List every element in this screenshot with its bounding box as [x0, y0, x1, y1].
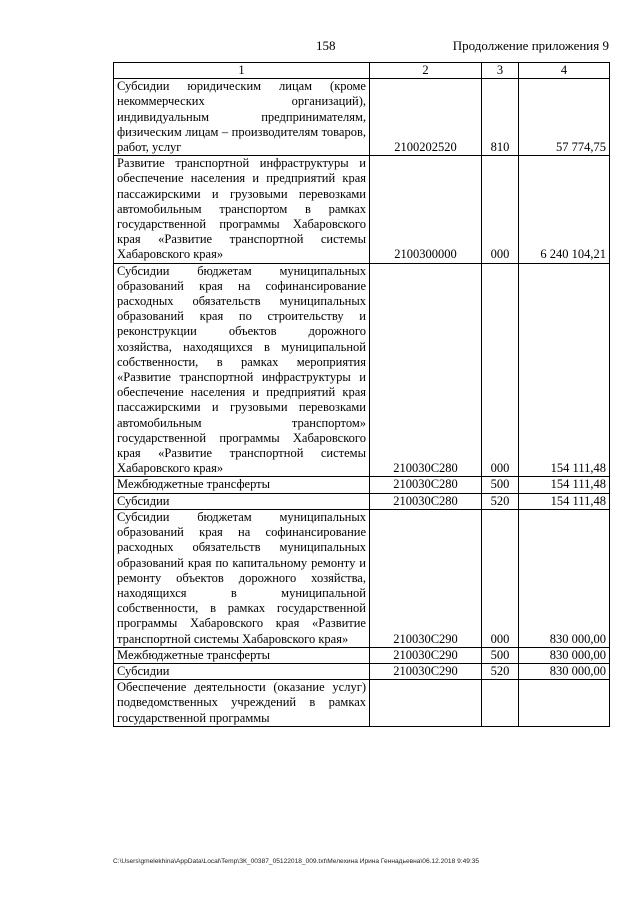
row-description: Межбюджетные трансферты	[114, 477, 370, 493]
column-number-3: 3	[482, 63, 519, 79]
row-amount: 830 000,00	[519, 509, 610, 647]
row-expense-kind: 000	[482, 156, 519, 263]
row-expense-kind: 810	[482, 79, 519, 156]
row-expense-kind: 000	[482, 509, 519, 647]
file-path-footer: C:\Users\gmelekhina\AppData\Local\Temp\ЗК_00387_05122018_009.txt\Мелехина Ирина Геннадьевна\06.12.2018 9:49:35	[113, 858, 480, 865]
row-amount: 830 000,00	[519, 663, 610, 679]
row-target-code: 210030С290	[370, 663, 482, 679]
row-target-code: 210030С290	[370, 509, 482, 647]
column-number-2: 2	[370, 63, 482, 79]
row-expense-kind: 520	[482, 493, 519, 509]
column-number-1: 1	[114, 63, 370, 79]
row-target-code: 210030С280	[370, 263, 482, 477]
page-number: 158	[316, 38, 336, 53]
appendix-continuation-title: Продолжение приложения 9	[452, 38, 609, 53]
table-row	[114, 493, 610, 509]
table-row	[114, 680, 610, 727]
row-target-code: 210030С280	[370, 493, 482, 509]
row-expense-kind: 520	[482, 663, 519, 679]
row-expense-kind: 000	[482, 263, 519, 477]
row-description: Развитие транспортной инфраструктуры и обеспечение населения и предприятий края пассажирскими и грузовыми перевозками автомобильным транспортом в рамках государственной программы Хабаровского края «Развитие транспортной системы Хабаровского края»	[114, 156, 370, 263]
column-number-row	[114, 63, 610, 79]
table-row	[114, 663, 610, 679]
row-amount: 154 111,48	[519, 493, 610, 509]
row-amount	[519, 680, 610, 727]
column-number-4: 4	[519, 63, 610, 79]
row-amount: 154 111,48	[519, 263, 610, 477]
row-amount: 830 000,00	[519, 647, 610, 663]
row-target-code: 210030С290	[370, 647, 482, 663]
row-amount: 6 240 104,21	[519, 156, 610, 263]
row-description: Субсидии	[114, 493, 370, 509]
row-expense-kind: 500	[482, 477, 519, 493]
table-row	[114, 263, 610, 477]
row-description: Субсидии юридическим лицам (кроме некоммерческих организаций), индивидуальным предпринимателям, физическим лицам – производителям товаров, работ, услуг	[114, 79, 370, 156]
row-expense-kind: 500	[482, 647, 519, 663]
table-row	[114, 647, 610, 663]
table-row	[114, 79, 610, 156]
row-target-code: 2100202520	[370, 79, 482, 156]
row-target-code: 2100300000	[370, 156, 482, 263]
budget-table	[113, 62, 610, 727]
row-description: Субсидии бюджетам муниципальных образований края на софинансирование расходных обязательств муниципальных образований края по строительству и реконструкции объектов дорожного хозяйства, находящихся в муниципальной собственности, в рамках мероприятия «Развитие транспортной инфраструктуры и обеспечение населения и предприятий края пассажирскими и грузовыми перевозками автомобильным транспортом» государственной программы Хабаровского края «Развитие транспортной системы Хабаровского края»	[114, 263, 370, 477]
table-row	[114, 509, 610, 647]
row-amount: 57 774,75	[519, 79, 610, 156]
row-description: Обеспечение деятельности (оказание услуг) подведомственных учреждений в рамках государственной программы	[114, 680, 370, 727]
row-expense-kind	[482, 680, 519, 727]
row-amount: 154 111,48	[519, 477, 610, 493]
table-row	[114, 477, 610, 493]
row-description: Межбюджетные трансферты	[114, 647, 370, 663]
row-description: Субсидии	[114, 663, 370, 679]
row-description: Субсидии бюджетам муниципальных образований края на софинансирование расходных обязательств муниципальных образований края по капитальному ремонту и ремонту объектов дорожного хозяйства, находящихся в муниципальной собственности, в рамках государственной программы Хабаровского края «Развитие транспортной системы Хабаровского края»	[114, 509, 370, 647]
table-row	[114, 156, 610, 263]
row-target-code	[370, 680, 482, 727]
row-target-code: 210030С280	[370, 477, 482, 493]
